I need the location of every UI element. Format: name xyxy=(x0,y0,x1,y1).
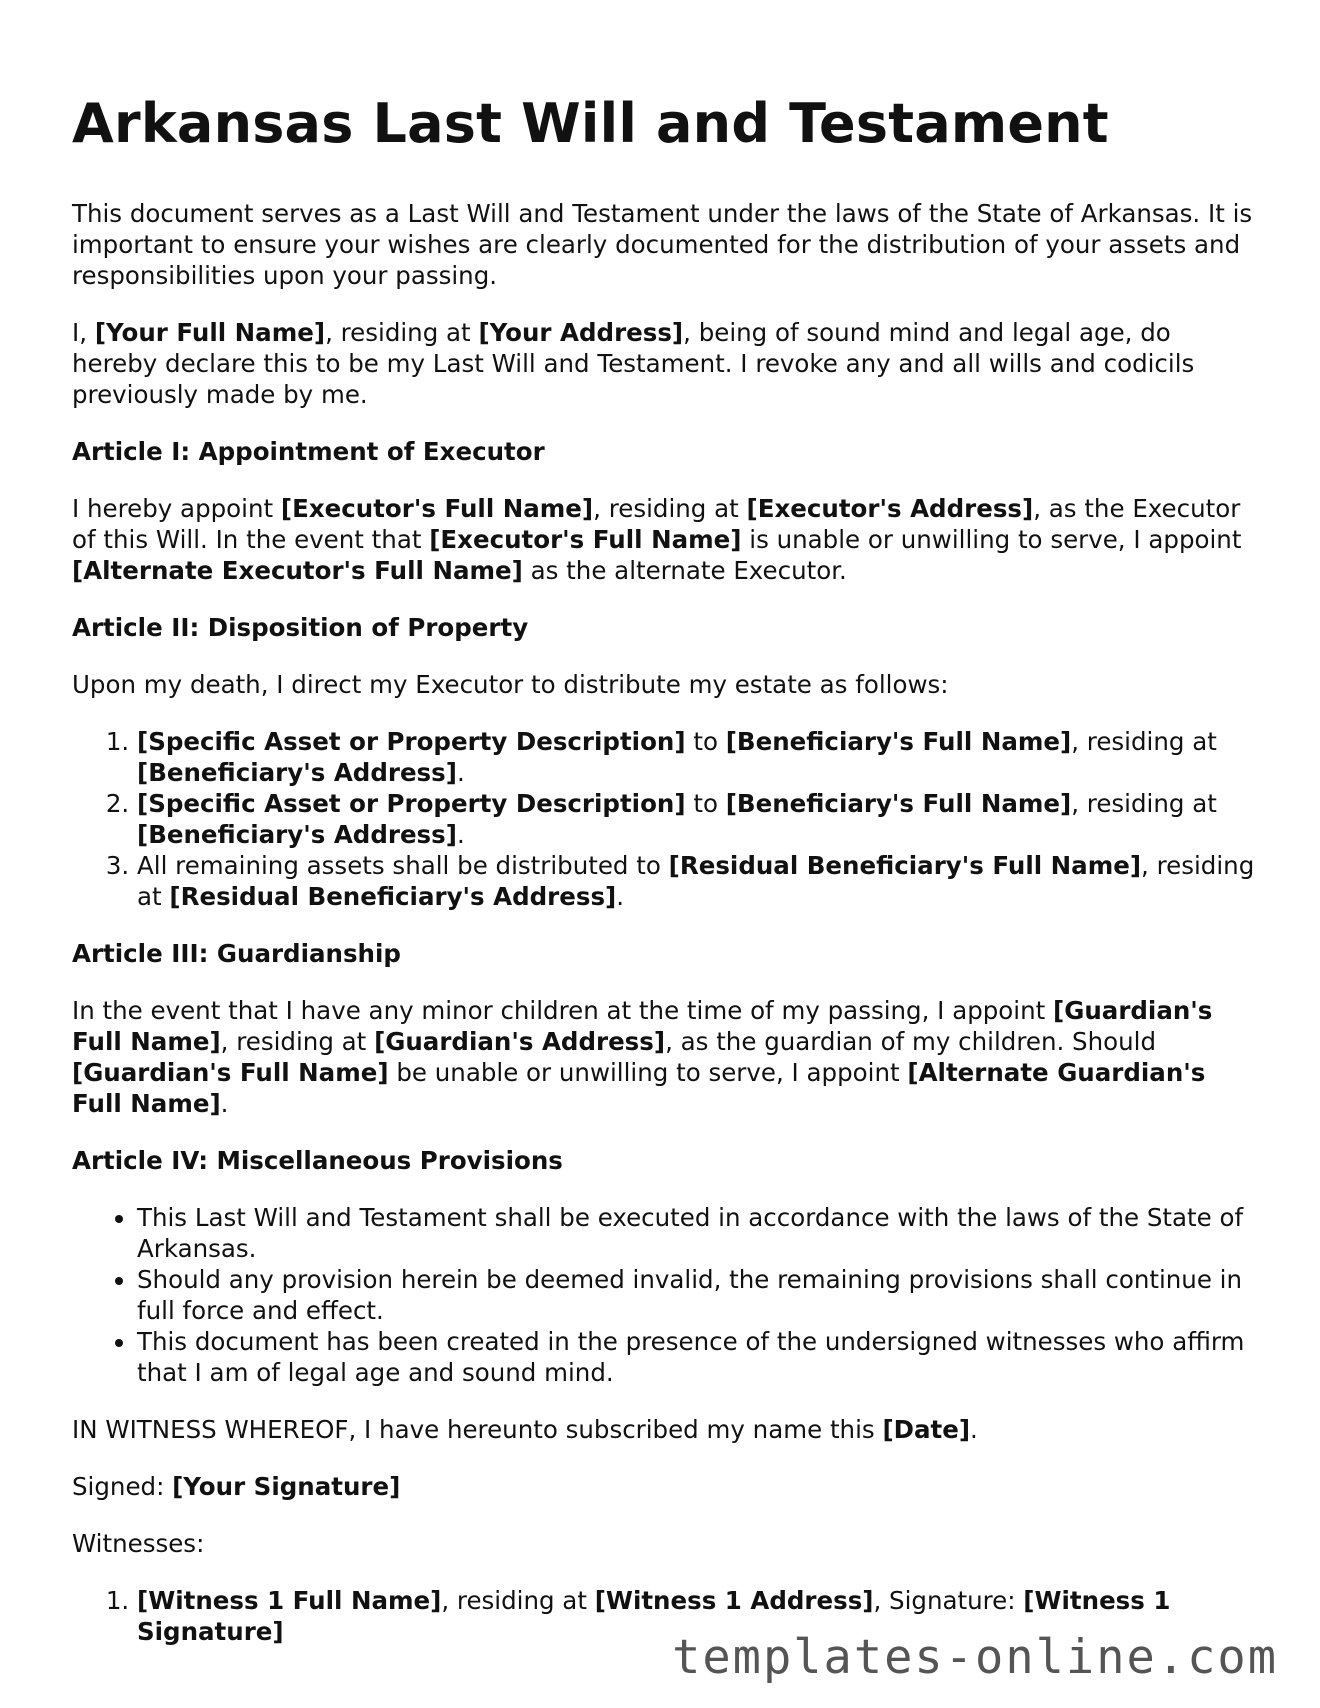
signed-line xyxy=(72,1471,1262,1502)
article-3-paragraph xyxy=(72,995,1262,1119)
text: , residing at xyxy=(593,494,747,523)
placeholder-beneficiary-name: [Beneficiary's Full Name] xyxy=(725,727,1072,756)
miscellaneous-provisions-list xyxy=(72,1202,1262,1388)
text: , Signature: xyxy=(873,1586,1024,1615)
placeholder-your-signature: [Your Signature] xyxy=(172,1472,401,1501)
text: to xyxy=(685,789,726,818)
text: , residing at xyxy=(1071,789,1217,818)
declaration-paragraph xyxy=(72,317,1262,410)
article-1-heading: Article I: Appointment of Executor xyxy=(72,437,545,466)
text: is unable or unwilling to serve, I appoint xyxy=(741,525,1242,554)
watermark: templates-online.com xyxy=(672,1630,1278,1685)
signed-label: Signed: xyxy=(72,1472,173,1501)
placeholder-executor-address: [Executor's Address] xyxy=(746,494,1034,523)
text: . xyxy=(220,1089,229,1118)
property-distribution-list xyxy=(72,726,1262,912)
text: , being of sound mind and legal age, do hereby declare this to be my Last Will and Testament. I revoke any and all wills and codicils previously made by me. xyxy=(72,318,1195,409)
intro-paragraph: This document serves as a Last Will and Testament under the laws of the State of Arkansas. It is important to ensure your wishes are clearly documented for the distribution of your assets and responsibilities upon your passing. xyxy=(72,199,1253,290)
list-item: • Should any provision herein be deemed invalid, the remaining provisions shall continue in full force and effect. xyxy=(137,1264,1262,1326)
witnesses-label: Witnesses: xyxy=(72,1529,205,1558)
placeholder-beneficiary-name: [Beneficiary's Full Name] xyxy=(725,789,1072,818)
article-2-heading: Article II: Disposition of Property xyxy=(72,613,529,642)
text: as the alternate Executor. xyxy=(522,556,847,585)
placeholder-beneficiary-address: [Beneficiary's Address] xyxy=(137,820,457,849)
list-item: • This document has been created in the presence of the undersigned witnesses who affirm that I am of legal age and sound mind. xyxy=(137,1326,1262,1388)
text: . xyxy=(456,820,465,849)
placeholder-alternate-guardian: [Alternate Guardian's Full Name] xyxy=(72,1058,1206,1118)
placeholder-residual-beneficiary-address: [Residual Beneficiary's Address] xyxy=(169,882,617,911)
text: , residing at xyxy=(1071,727,1217,756)
article-4-heading: Article IV: Miscellaneous Provisions xyxy=(72,1146,563,1175)
placeholder-asset: [Specific Asset or Property Description] xyxy=(137,727,686,756)
placeholder-executor-name: [Executor's Full Name] xyxy=(280,494,594,523)
text: I hereby appoint xyxy=(72,494,281,523)
placeholder-executor-name: [Executor's Full Name] xyxy=(429,525,742,554)
placeholder-guardian-name: [Guardian's Full Name] xyxy=(72,1058,389,1087)
text: , residing at xyxy=(137,851,1255,911)
placeholder-witness-signature: [Witness 1 Signature] xyxy=(137,1586,1171,1646)
article-1-paragraph xyxy=(72,493,1262,586)
text: . xyxy=(616,882,625,911)
placeholder-your-address: [Your Address] xyxy=(478,318,684,347)
text: , residing at xyxy=(220,1027,375,1056)
list-item xyxy=(137,788,1262,850)
placeholder-residual-beneficiary-name: [Residual Beneficiary's Full Name] xyxy=(668,851,1142,880)
placeholder-witness-address: [Witness 1 Address] xyxy=(594,1586,874,1615)
text: , residing at xyxy=(325,318,479,347)
text: All remaining assets shall be distributed to xyxy=(137,851,669,880)
placeholder-your-full-name: [Your Full Name] xyxy=(94,318,326,347)
text: IN WITNESS WHEREOF, I have hereunto subscribed my name this xyxy=(72,1415,883,1444)
text: . xyxy=(970,1415,978,1444)
placeholder-date: [Date] xyxy=(882,1415,971,1444)
text: to xyxy=(685,727,726,756)
placeholder-guardian-name: [Guardian's Full Name] xyxy=(72,996,1213,1056)
witness-clause xyxy=(72,1414,1262,1445)
article-3-heading: Article III: Guardianship xyxy=(72,939,401,968)
document-title: Arkansas Last Will and Testament xyxy=(72,92,1109,155)
text: be unable or unwilling to serve, I appoint xyxy=(388,1058,908,1087)
text: , as the Executor of this Will. In the event that xyxy=(72,494,1241,554)
text: . xyxy=(456,758,465,787)
list-item xyxy=(137,726,1262,788)
placeholder-beneficiary-address: [Beneficiary's Address] xyxy=(137,758,457,787)
text: In the event that I have any minor children at the time of my passing, I appoint xyxy=(72,996,1054,1025)
placeholder-asset: [Specific Asset or Property Description] xyxy=(137,789,686,818)
text: I, xyxy=(72,318,95,347)
placeholder-alternate-executor: [Alternate Executor's Full Name] xyxy=(72,556,523,585)
text: , residing at xyxy=(441,1586,595,1615)
placeholder-guardian-address: [Guardian's Address] xyxy=(374,1027,666,1056)
text: , as the guardian of my children. Should xyxy=(665,1027,1157,1056)
list-item: • This Last Will and Testament shall be executed in accordance with the laws of the State of Arkansas. xyxy=(137,1202,1262,1264)
article-2-intro: Upon my death, I direct my Executor to distribute my estate as follows: xyxy=(72,670,949,699)
document-page xyxy=(72,0,1262,1673)
list-item xyxy=(137,850,1262,912)
placeholder-witness-name: [Witness 1 Full Name] xyxy=(137,1586,442,1615)
